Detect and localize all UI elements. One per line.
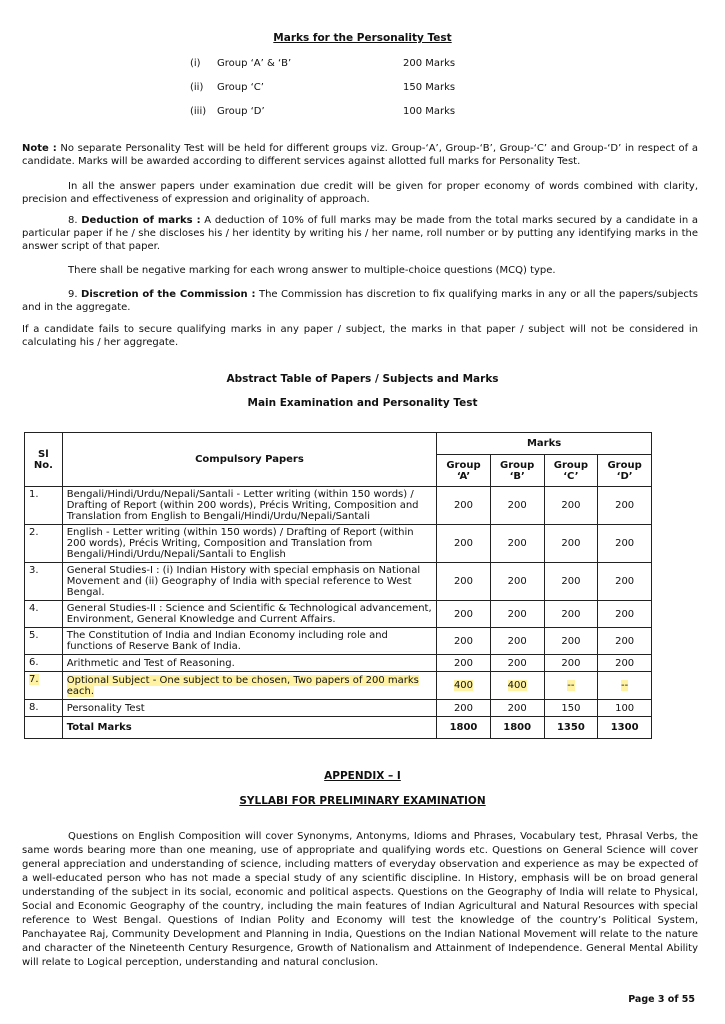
row-paper: Personality Test: [62, 700, 436, 717]
row-mark-b: 200: [490, 487, 544, 525]
row-mark-c: 200: [544, 487, 598, 525]
abstract-table-title: Abstract Table of Papers / Subjects and Marks: [226, 373, 499, 385]
appendix-title: APPENDIX – I: [324, 770, 401, 782]
row-mark-highlight: 400: [507, 680, 527, 691]
note-paragraph: [22, 142, 698, 168]
syllabi-paragraph: Questions on English Composition will cover Synonyms, Antonyms, Idioms and Phrases, Vocabulary test, Phrasal Verbs, the same words bearing more than one meaning, use of appropriate and qualifying words etc. Questions on General Science will cover general appreciation and understanding of science, including matters of everyday observation and experience as may be expected of a well-educated person who has not made a special study of any scientific discipline. In History, emphasis will be on broad general understanding of the subject in its social, economic and political aspects. Questions on the Geography of India will relate to Physical, Social and Economic Geography of the country, including the main features of Indian Agricultural and Natural Resources with special reference to West Bengal. Questions of Indian Polity and Economy will test the knowledge of the country’s Political System, Panchayatee Raj, Community Development and Planning in India, Questions on the Indian National Movement will relate to the nature and character of the Nineteenth Century Resurgence, Growth of Nationalism and Attainment of Independence. General Mental Ability will relate to Logical perception, understanding and natural conclusion.: [22, 831, 698, 968]
row-mark-a: 200: [437, 700, 491, 717]
pt-num: (iii): [190, 106, 207, 117]
row-mark-highlight: 400: [453, 680, 474, 691]
row-mark-highlight: --: [621, 680, 629, 691]
row-paper-highlight: Optional Subject - One subject to be chosen, Two papers of 200 marks each.: [66, 674, 419, 697]
table-row: [25, 700, 652, 717]
discretion-paragraph: [22, 288, 698, 314]
row-sl: 6.: [25, 655, 63, 672]
deduction-paragraph: [22, 214, 698, 253]
total-mark-b: 1800: [490, 717, 544, 739]
header-group-c: Group ‘C’: [544, 455, 598, 487]
row-mark-c: 200: [544, 628, 598, 655]
row-paper: Arithmetic and Test of Reasoning.: [62, 655, 436, 672]
personality-test-title: Marks for the Personality Test: [273, 32, 452, 44]
pt-group: Group ‘D’: [217, 106, 265, 117]
table-row: [25, 525, 652, 563]
total-label: Total Marks: [62, 717, 436, 739]
row-sl: [25, 672, 63, 700]
header-marks: Marks: [437, 433, 652, 455]
row-mark-d: 200: [598, 487, 652, 525]
header-group-b: Group ‘B’: [490, 455, 544, 487]
deduction-heading: Deduction of marks :: [81, 215, 201, 226]
table-row-highlighted: [25, 672, 652, 700]
header-group-a: Group ‘A’: [437, 455, 491, 487]
row-mark-a: 200: [437, 563, 491, 601]
row-mark-c: 200: [544, 601, 598, 628]
row-mark-b: 200: [490, 563, 544, 601]
note-label: Note :: [22, 143, 57, 154]
row-mark-a: 200: [437, 601, 491, 628]
row-paper: [62, 672, 436, 700]
total-mark-a: 1800: [437, 717, 491, 739]
row-mark-c: 200: [544, 655, 598, 672]
row-sl-highlight: 7.: [29, 674, 39, 685]
pt-group: Group ‘C’: [217, 82, 264, 93]
row-sl: 1.: [25, 487, 63, 525]
header-compulsory-papers: Compulsory Papers: [62, 433, 436, 487]
row-paper: English - Letter writing (within 150 words) / Drafting of Report (within 200 words), Précis Writing, Composition and Translation from Bengali/Hindi/Urdu/Nepali/Santali to English: [62, 525, 436, 563]
table-total-row: [25, 717, 652, 739]
syllabi-title: SYLLABI FOR PRELIMINARY EXAMINATION: [239, 795, 486, 807]
table-header-row: [25, 433, 652, 455]
row-mark-c: 200: [544, 563, 598, 601]
row-mark-a: 200: [437, 525, 491, 563]
economy-paragraph: In all the answer papers under examination due credit will be given for proper economy of words combined with clarity, precision and effectiveness of expression and originality of approach.: [22, 181, 698, 205]
pt-num: (i): [190, 58, 201, 69]
row-mark-b: 200: [490, 525, 544, 563]
row-mark-a: 200: [437, 487, 491, 525]
row-mark-b: 200: [490, 601, 544, 628]
deduction-text: A deduction of 10% of full marks may be made from the total marks secured by a candidate in a particular paper if he / she discloses his / her identity by writing his / her name, roll number or by putting any identifying marks in the answer script of that paper.: [22, 215, 698, 252]
row-paper: General Studies-II : Science and Scientific & Technological advancement, Environment, General Knowledge and Current Affairs.: [62, 601, 436, 628]
row-mark-b: 200: [490, 655, 544, 672]
row-mark-d: 200: [598, 563, 652, 601]
table-row: [25, 563, 652, 601]
pt-marks: 200 Marks: [403, 58, 456, 69]
negative-marking-paragraph: There shall be negative marking for each wrong answer to multiple-choice questions (MCQ) type.: [68, 265, 556, 276]
discretion-heading: Discretion of the Commission :: [81, 289, 256, 300]
row-mark-c: 200: [544, 525, 598, 563]
row-mark-b: [490, 672, 544, 700]
total-mark-d: 1300: [598, 717, 652, 739]
table-row: [25, 487, 652, 525]
header-sl-no: Sl No.: [25, 433, 63, 487]
pt-group: Group ‘A’ & ‘B’: [217, 58, 292, 69]
total-sl-empty: [25, 717, 63, 739]
pt-num: (ii): [190, 82, 204, 93]
row-mark-c: 150: [544, 700, 598, 717]
row-sl: 3.: [25, 563, 63, 601]
row-mark-b: 200: [490, 700, 544, 717]
row-mark-a: [437, 672, 491, 700]
discretion-label: 9.: [68, 289, 82, 300]
abstract-table-subtitle: Main Examination and Personality Test: [247, 397, 478, 409]
header-group-d: Group ‘D’: [598, 455, 652, 487]
note-text: No separate Personality Test will be held for different groups viz. Group-‘A’, Group-‘B’, Group-‘C’ and Group-‘D’ in respect of a candidate. Marks will be awarded according to different services against allotted full marks for Personality Test.: [22, 143, 698, 167]
row-mark-d: 200: [598, 655, 652, 672]
discretion-text: The Commission has discretion to fix qualifying marks in any or all the papers/subjects and in the aggregate.: [22, 289, 698, 313]
row-sl: 2.: [25, 525, 63, 563]
total-mark-c: 1350: [544, 717, 598, 739]
table-row: [25, 628, 652, 655]
row-mark-a: 200: [437, 628, 491, 655]
row-sl: 4.: [25, 601, 63, 628]
row-sl: 8.: [25, 700, 63, 717]
row-mark-d: 200: [598, 628, 652, 655]
qualifying-paragraph: If a candidate fails to secure qualifying marks in any paper / subject, the marks in that paper / subject will not be considered in calculating his / her aggregate.: [22, 324, 698, 348]
row-mark-d: 100: [598, 700, 652, 717]
row-mark-a: 200: [437, 655, 491, 672]
row-mark-d: [598, 672, 652, 700]
table-row: [25, 655, 652, 672]
page-number: Page 3 of 55: [628, 994, 695, 1005]
table-row: [25, 601, 652, 628]
row-mark-c: [544, 672, 598, 700]
row-paper: Bengali/Hindi/Urdu/Nepali/Santali - Letter writing (within 150 words) / Drafting of Report (within 200 words), Précis Writing, Composition and Translation from English to Bengali/Hindi/Urdu/Nepali/Santali: [62, 487, 436, 525]
deduction-label: 8.: [68, 215, 82, 226]
row-mark-b: 200: [490, 628, 544, 655]
pt-marks: 150 Marks: [403, 82, 456, 93]
row-mark-highlight: --: [567, 680, 575, 691]
row-sl: 5.: [25, 628, 63, 655]
row-mark-d: 200: [598, 601, 652, 628]
pt-marks: 100 Marks: [403, 106, 456, 117]
row-mark-d: 200: [598, 525, 652, 563]
marks-table: [24, 432, 652, 739]
row-paper: General Studies-I : (i) Indian History with special emphasis on National Movement and (ii) Geography of India with special reference to West Bengal.: [62, 563, 436, 601]
row-paper: The Constitution of India and Indian Economy including role and functions of Reserve Bank of India.: [62, 628, 436, 655]
